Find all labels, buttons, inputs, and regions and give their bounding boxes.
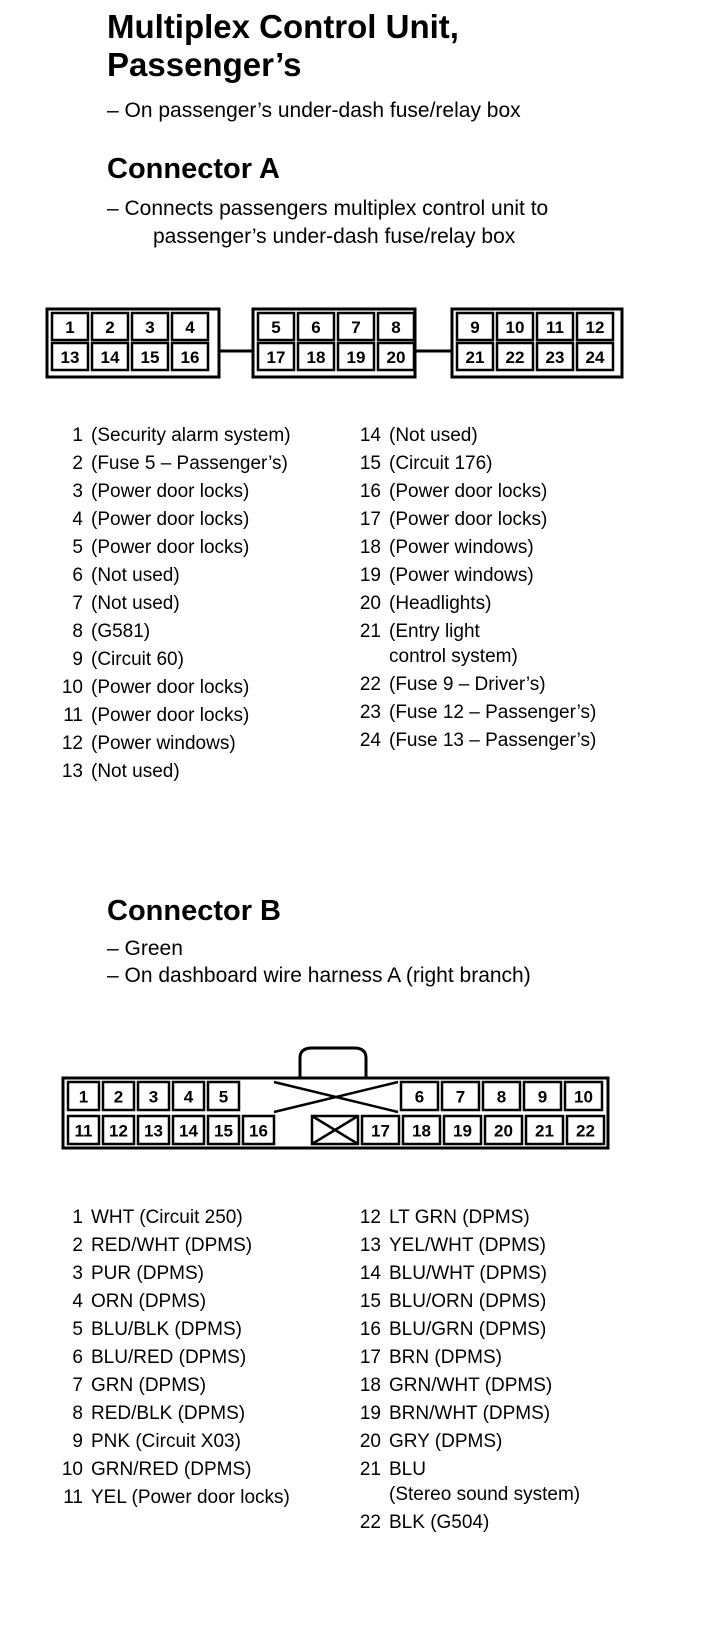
pin-description: (Fuse 5 – Passenger’s) [91,453,288,474]
connector-b-heading: Connector B [107,895,281,927]
pin-number: 17 [359,509,381,530]
pin-list-item [353,534,596,562]
connector-b-pin-list-left [55,1204,290,1512]
pin-description: (Power windows) [389,537,534,558]
pin-number: 9 [72,1431,83,1452]
pin-label: 10 [505,318,525,337]
pin-list-item [55,422,291,450]
pin-number: 10 [61,677,83,698]
pin-label: 6 [414,1087,425,1107]
pin-number: 7 [72,593,83,614]
connector-b-latch [300,1048,366,1078]
pin-list-item [55,1204,290,1232]
pin-description: (Headlights) [389,593,492,614]
pin-label: 16 [249,1121,268,1141]
connector-a-pin-list-right [353,422,596,755]
pin-label: 4 [185,318,195,337]
connector-b-desc-2: – On dashboard wire harness A (right branch) [107,964,531,987]
pin-label: 4 [183,1087,194,1107]
pin-list-item [55,1260,290,1288]
pin-label: 13 [144,1121,163,1141]
pin-list-item [55,590,291,618]
pin-list-item [55,534,291,562]
pin-label: 13 [60,348,80,367]
pin-label: 2 [113,1087,124,1107]
pin-number: 20 [359,1431,381,1452]
pin-description-continued: control system) [389,646,518,667]
pin-description: (Security alarm system) [91,425,291,446]
pin-description: (Circuit 176) [389,453,493,474]
pin-list-item [55,478,291,506]
pin-description-continued: (Stereo sound system) [389,1484,581,1505]
connector-b-diagram [0,1030,704,1160]
pin-number: 8 [72,1403,83,1424]
pin-number: 6 [72,1347,83,1368]
pin-number: 16 [359,481,381,502]
pin-label: 6 [311,318,321,337]
pin-description: GRN (DPMS) [91,1375,207,1396]
pin-description: (Power door locks) [91,509,250,530]
pin-description: GRN/WHT (DPMS) [389,1375,553,1396]
pin-label: 16 [180,348,200,367]
pin-number: 6 [72,565,83,586]
pin-description: (Fuse 9 – Driver’s) [389,674,546,695]
pin-label: 18 [306,348,326,367]
pin-label: 5 [218,1087,229,1107]
pin-description: (Not used) [389,425,478,446]
pin-number: 24 [359,730,381,751]
pin-number: 5 [72,1319,83,1340]
connector-b-pin-list-right [353,1204,580,1537]
pin-label: 11 [546,318,564,337]
pin-list-item [353,1232,580,1260]
pin-label: 18 [412,1121,431,1141]
pin-number: 3 [72,1263,83,1284]
pin-description: (Power door locks) [91,677,250,698]
pin-description: YEL (Power door locks) [91,1487,290,1508]
pin-list-item [55,1316,290,1344]
pin-label: 23 [545,348,565,367]
pin-list-item [353,1372,580,1400]
pin-number: 15 [359,453,381,474]
pin-list-item [353,1344,580,1372]
pin-label: 20 [386,348,406,367]
pin-number: 10 [61,1459,83,1480]
pin-description: BLU/ORN (DPMS) [389,1291,547,1312]
pin-number: 21 [359,621,381,642]
pin-list-item [353,450,596,478]
pin-label: 15 [140,348,160,367]
pin-label: 2 [105,318,115,337]
pin-list-item [353,1260,580,1288]
connector-b-face [63,1048,608,1148]
pin-label: 17 [371,1121,390,1141]
connector-a-pin-list-left [55,422,291,786]
pin-list-item [55,1484,290,1512]
pin-list-item [353,618,596,646]
pin-description: BLK (G504) [389,1512,490,1533]
pin-description: (G581) [91,621,151,642]
pin-label: 15 [214,1121,233,1141]
pin-label: 7 [455,1087,466,1107]
pin-description: BLU/BLK (DPMS) [91,1319,242,1340]
pin-number: 17 [359,1347,381,1368]
pin-number: 14 [359,425,381,446]
pin-list-item [353,1288,580,1316]
pin-label: 24 [585,348,605,367]
pin-list-item [55,618,291,646]
pin-list-item [55,646,291,674]
pin-list-item [55,450,291,478]
pin-description: (Not used) [91,761,180,782]
pin-description: (Power door locks) [389,481,548,502]
pin-label: 14 [100,348,120,367]
pin-number: 7 [72,1375,83,1396]
pin-label: 22 [576,1121,595,1141]
pin-number: 4 [72,509,83,530]
pin-description: LT GRN (DPMS) [389,1207,530,1228]
pin-label: 8 [391,318,401,337]
pin-number: 11 [63,1487,83,1508]
pin-list-item [55,562,291,590]
pin-number: 18 [359,1375,381,1396]
pin-label: 1 [78,1087,89,1107]
pin-number: 11 [63,705,83,726]
title-line-1: Multiplex Control Unit, [107,8,459,45]
pin-label: 22 [505,348,525,367]
pin-number: 19 [359,565,381,586]
pin-list-item [353,422,596,450]
pin-list-item [55,1232,290,1260]
pin-label: 9 [537,1087,548,1107]
pin-number: 18 [359,537,381,558]
pin-description: ORN (DPMS) [91,1291,207,1312]
pin-description: GRY (DPMS) [389,1431,503,1452]
pin-description: (Fuse 12 – Passenger’s) [389,702,597,723]
pin-label: 9 [470,318,480,337]
pin-number: 22 [359,1512,381,1533]
pin-label: 17 [266,348,286,367]
pin-list-item [353,1509,580,1537]
pin-description: (Power windows) [389,565,534,586]
pin-number: 8 [72,621,83,642]
pin-list-item [353,590,596,618]
pin-label: 1 [65,318,75,337]
pin-number: 12 [61,733,83,754]
pin-number: 13 [359,1235,381,1256]
pin-list-item [353,1456,580,1484]
pin-number: 4 [72,1291,83,1312]
pin-list-item [353,478,596,506]
pin-list-item [55,1344,290,1372]
connector-a-desc-1: – Connects passengers multiplex control unit to [107,197,549,220]
pin-number: 14 [359,1263,381,1284]
pin-list-item [55,758,291,786]
pin-description: BRN (DPMS) [389,1347,502,1368]
connector-a-heading: Connector A [107,153,280,185]
pin-list-item [55,1288,290,1316]
pin-label: 8 [496,1087,507,1107]
pin-label: 5 [271,318,281,337]
pin-number: 9 [72,649,83,670]
pin-number: 2 [72,1235,83,1256]
pin-description: (Power door locks) [389,509,548,530]
pin-label: 3 [148,1087,159,1107]
connector-a-diagram [0,0,704,420]
pin-label: 10 [574,1087,593,1107]
pin-label: 12 [109,1121,128,1141]
pin-list-item [353,1204,580,1232]
pin-description: (Power windows) [91,733,236,754]
pin-description: BRN/WHT (DPMS) [389,1403,551,1424]
pin-list-item [55,1456,290,1484]
pin-list-item [55,702,291,730]
connector-b-desc-1: – Green [107,937,183,960]
pin-list-item [55,674,291,702]
pin-description: GRN/RED (DPMS) [91,1459,252,1480]
pin-number: 16 [359,1319,381,1340]
pin-description: BLU [389,1459,426,1480]
pin-label: 20 [494,1121,513,1141]
pin-list-item [353,727,596,755]
pin-description: BLU/RED (DPMS) [91,1347,247,1368]
pin-label: 19 [346,348,366,367]
pin-description: YEL/WHT (DPMS) [389,1235,546,1256]
title-line-2: Passenger’s [107,46,302,83]
unit-location: – On passenger’s under-dash fuse/relay box [107,99,521,122]
pin-description: RED/BLK (DPMS) [91,1403,246,1424]
pin-description: (Not used) [91,565,180,586]
pin-description: (Power door locks) [91,537,250,558]
pin-number: 22 [359,674,381,695]
pin-number: 1 [72,425,83,446]
pin-list-item [55,1428,290,1456]
pin-label: 7 [351,318,361,337]
pin-label: 21 [535,1121,554,1141]
pin-number: 1 [72,1207,83,1228]
pin-description: BLU/GRN (DPMS) [389,1319,547,1340]
pin-list-item [55,730,291,758]
pin-label: 14 [179,1121,198,1141]
pin-description: (Entry light [389,621,480,642]
pin-list-item [353,1428,580,1456]
pin-description: BLU/WHT (DPMS) [389,1263,547,1284]
pin-description: PUR (DPMS) [91,1263,204,1284]
pin-number: 5 [72,537,83,558]
pin-label: 12 [585,318,605,337]
connector-a-face [47,309,622,377]
pin-description: (Fuse 13 – Passenger’s) [389,730,597,751]
pin-number: 12 [359,1207,381,1228]
pin-description: (Not used) [91,593,180,614]
pin-list-item [353,1316,580,1344]
pin-number: 2 [72,453,83,474]
pin-list-item [353,506,596,534]
connector-a-desc-2: passenger’s under-dash fuse/relay box [153,225,516,248]
pin-number: 21 [359,1459,381,1480]
pin-list-item [55,1372,290,1400]
pin-list-item [55,506,291,534]
pin-label: 21 [465,348,485,367]
pin-label: 3 [145,318,155,337]
pin-number: 20 [359,593,381,614]
pin-list-item [353,1400,580,1428]
pin-description: (Power door locks) [91,481,250,502]
pin-label: 19 [453,1121,472,1141]
pin-number: 23 [359,702,381,723]
pin-list-item [353,671,596,699]
pin-list-item [55,1400,290,1428]
pin-description: PNK (Circuit X03) [91,1431,241,1452]
pin-list-item [353,699,596,727]
pin-description: (Circuit 60) [91,649,184,670]
pin-description: WHT (Circuit 250) [91,1207,243,1228]
pin-label: 11 [74,1121,93,1141]
pin-description: (Power door locks) [91,705,250,726]
pin-number: 3 [72,481,83,502]
pin-number: 13 [61,761,83,782]
pin-description: RED/WHT (DPMS) [91,1235,253,1256]
pin-list-item [353,562,596,590]
pin-number: 15 [359,1291,381,1312]
pin-number: 19 [359,1403,381,1424]
